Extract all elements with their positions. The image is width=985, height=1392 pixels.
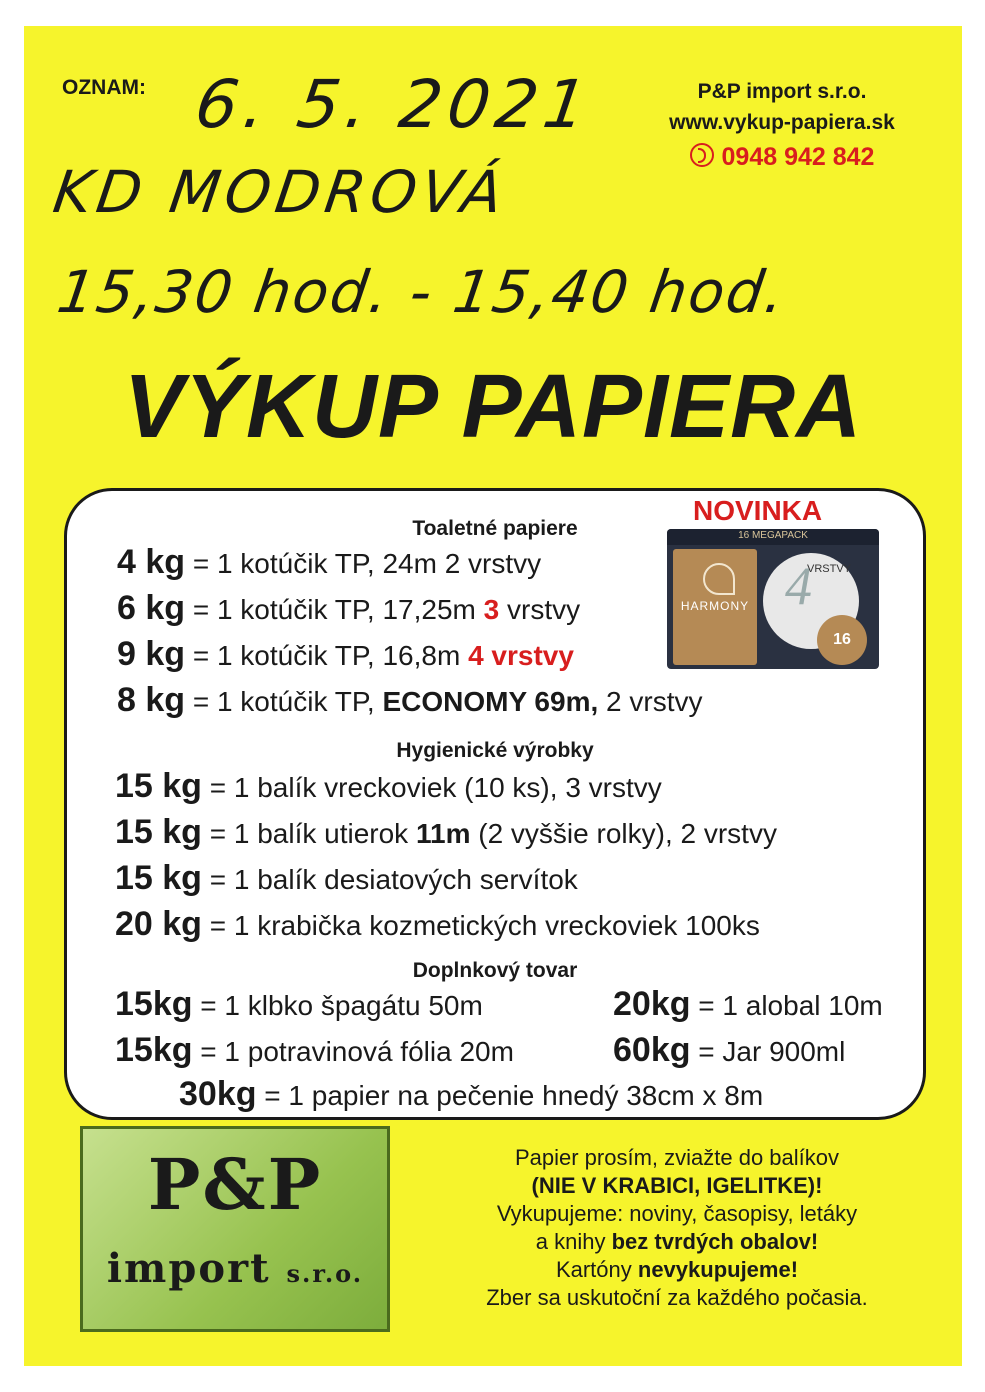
product-gold-panel (673, 549, 757, 665)
swan-icon (703, 563, 735, 595)
product-band-text: 16 MEGAPACK (738, 530, 808, 541)
event-date: 6. 5. 2021 (190, 66, 598, 143)
list-item: 15 kg = 1 balík utierok 11m (2 vyššie rolky), 2 vrstvy (115, 813, 777, 851)
list-item: 15kg = 1 potravinová fólia 20m (115, 1031, 514, 1069)
section-extra: Doplnkový tovar (412, 959, 578, 982)
product-mega-badge: 16 (817, 615, 867, 665)
product-image (667, 529, 879, 669)
section-hygiene: Hygienické výrobky (396, 739, 594, 762)
company-phone-line (632, 138, 932, 176)
note-line: Vykupujeme: noviny, časopisy, letáky (496, 1201, 858, 1226)
list-item: 9 kg = 1 kotúčik TP, 16,8m 4 vrstvy (117, 635, 574, 673)
logo-pp: P&P (147, 1143, 323, 1226)
list-item: 4 kg = 1 kotúčik TP, 24m 2 vrstvy (117, 543, 542, 581)
event-time: 15,30 hod. - 15,40 hod. (53, 258, 791, 326)
event-place: KD MODROVÁ (49, 158, 512, 226)
list-item: 15 kg = 1 balík desiatových servítok (115, 859, 578, 897)
notes (412, 1144, 942, 1312)
note-line: a knihy bez tvrdých obalov! (535, 1229, 819, 1254)
phone-icon (690, 143, 714, 167)
company-phone: 0948 942 842 (721, 143, 875, 171)
logo-import: import s.r.o. (106, 1245, 364, 1292)
list-item: 20 kg = 1 krabička kozmetických vreckoviek 100ks (115, 905, 760, 943)
list-item: 20kg = 1 alobal 10m (613, 985, 883, 1023)
company-contact (632, 76, 932, 176)
oznam-label: OZNAM: (62, 76, 146, 99)
list-item: 60kg = Jar 900ml (613, 1031, 846, 1069)
list-item: 15kg = 1 klbko špagátu 50m (115, 985, 483, 1023)
novinka-label: NOVINKA (693, 495, 823, 526)
product-layers: VRSTVY (807, 563, 852, 575)
company-logo (80, 1126, 390, 1332)
company-name: P&P import s.r.o. (697, 80, 867, 103)
list-item: 30kg = 1 papier na pečenie hnedý 38cm x 8m (179, 1075, 764, 1113)
price-list (64, 488, 926, 1120)
note-line: Kartóny nevykupujeme! (555, 1257, 799, 1282)
note-line: Papier prosím, zviažte do balíkov (514, 1145, 840, 1170)
list-item: 15 kg = 1 balík vreckoviek (10 ks), 3 vrstvy (115, 767, 662, 805)
note-line: Zber sa uskutoční za každého počasia. (486, 1285, 868, 1310)
product-brand: HARMONY (680, 599, 750, 613)
product-digit: 4 (785, 556, 812, 616)
list-item: 6 kg = 1 kotúčik TP, 17,25m 3 vrstvy (117, 589, 581, 627)
section-toilet-paper: Toaletné papiere (412, 517, 578, 540)
note-line: (NIE V KRABICI, IGELITKE)! (531, 1173, 823, 1198)
flyer (24, 26, 962, 1366)
list-item: 8 kg = 1 kotúčik TP, ECONOMY 69m, 2 vrstvy (117, 681, 703, 719)
page-title: VÝKUP PAPIERA (123, 357, 863, 457)
company-web: www.vykup-papiera.sk (669, 111, 895, 134)
